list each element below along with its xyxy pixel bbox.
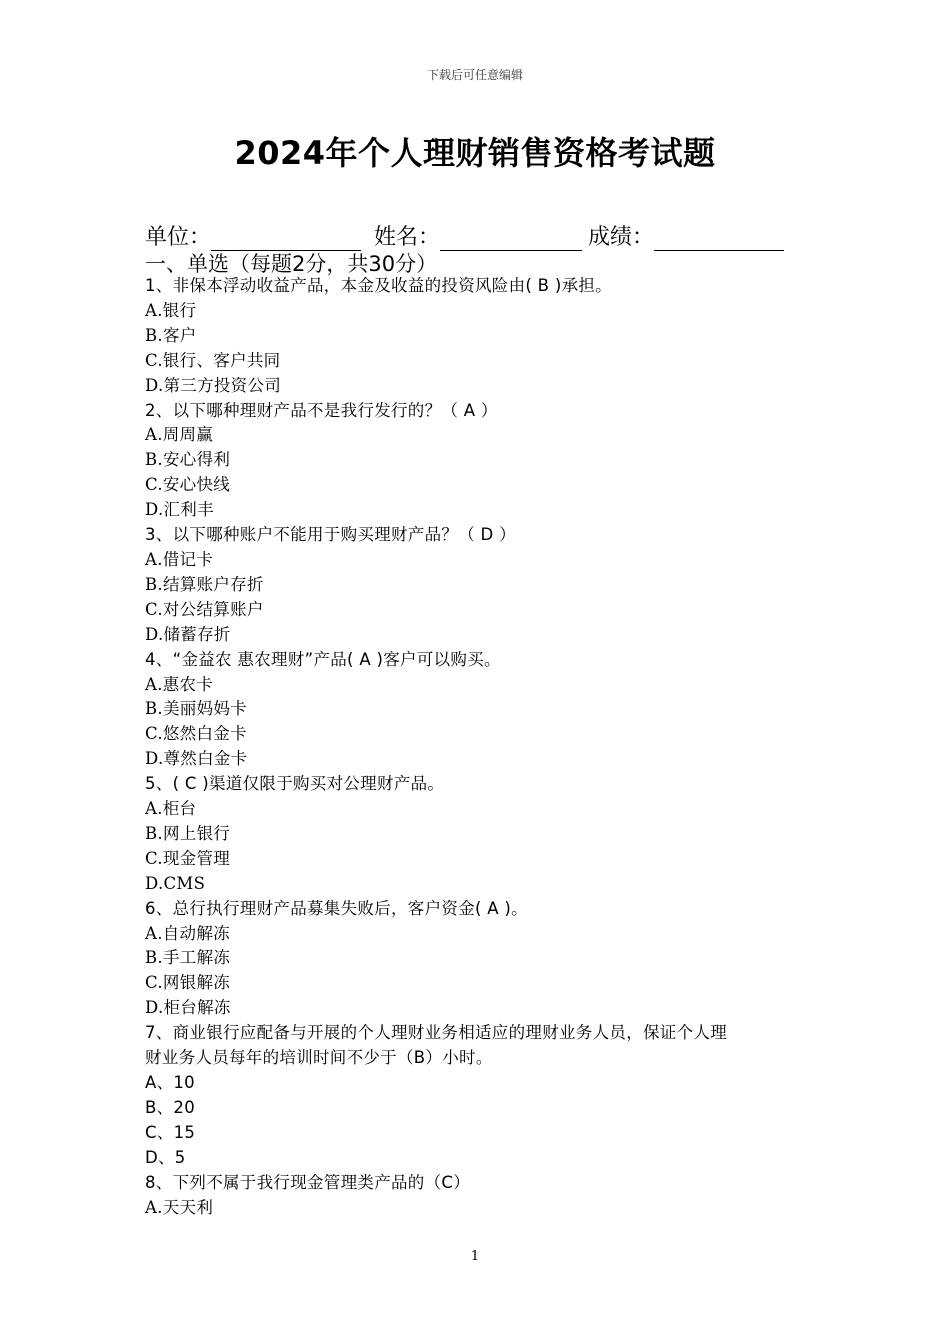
- option-line: C.悠然白金卡: [145, 724, 247, 744]
- option-line: D.储蓄存折: [145, 624, 231, 644]
- name-blank: [440, 224, 582, 251]
- page-number: 1: [470, 1249, 480, 1264]
- header-note: 下载后可任意编辑: [426, 68, 523, 82]
- question-line: B、20: [145, 1097, 196, 1117]
- question-list: [145, 274, 810, 1220]
- question-line: 6、总行执行理财产品募集失败后，客户资金( A )。: [145, 898, 528, 918]
- option-line: A.自动解冻: [145, 923, 230, 943]
- question-line: 5、( C )渠道仅限于购买对公理财产品。: [145, 774, 445, 794]
- unit-blank: [211, 224, 361, 251]
- option-line: A.惠农卡: [145, 674, 214, 694]
- option-line: C.对公结算账户: [145, 599, 264, 619]
- question-line: 财业务人员每年的培训时间不少于（B）小时。: [145, 1048, 493, 1068]
- page-title: 2024年个人理财销售资格考试题: [234, 134, 716, 172]
- question-line: C、15: [145, 1122, 196, 1142]
- option-line: B.网上银行: [145, 823, 231, 843]
- option-line: A.柜台: [145, 799, 197, 819]
- option-line: D.汇利丰: [145, 500, 214, 520]
- score-blank: [654, 224, 784, 251]
- option-line: C.现金管理: [145, 848, 231, 868]
- option-line: A.借记卡: [145, 549, 214, 569]
- question-line: D、5: [145, 1147, 186, 1167]
- question-line: 2、以下哪种理财产品不是我行发行的？（ A ）: [145, 400, 498, 420]
- option-line: C.银行、客户共同: [145, 350, 281, 370]
- question-line: 7、商业银行应配备与开展的个人理财业务相适应的理财业务人员，保证个人理: [145, 1023, 727, 1043]
- option-line: A.周周赢: [145, 425, 214, 445]
- option-line: C.安心快线: [145, 475, 231, 495]
- question-line: 4、“金益农 惠农理财”产品( A )客户可以购买。: [145, 649, 501, 669]
- option-line: A.天天利: [145, 1197, 214, 1217]
- option-line: D.尊然白金卡: [145, 749, 248, 769]
- question-line: 8、下列不属于我行现金管理类产品的（C）: [145, 1172, 471, 1192]
- question-line: 3、以下哪种账户不能用于购买理财产品？（ D ）: [145, 525, 516, 545]
- option-line: B.美丽妈妈卡: [145, 699, 247, 719]
- score-label: 成绩：: [588, 225, 655, 250]
- option-line: B.安心得利: [145, 450, 231, 470]
- option-line: B.结算账户存折: [145, 574, 264, 594]
- question-line: A、10: [145, 1073, 195, 1092]
- name-label: 姓名：: [374, 225, 441, 250]
- option-line: B.手工解冻: [145, 948, 231, 968]
- option-line: C.网银解冻: [145, 973, 231, 993]
- option-line: A.银行: [145, 300, 197, 320]
- section-heading: 一、单选（每题2分，共30分）: [145, 252, 438, 276]
- unit-label: 单位：: [145, 225, 212, 250]
- option-line: D.柜台解冻: [145, 998, 231, 1018]
- option-line: D.第三方投资公司: [145, 375, 282, 395]
- question-line: 1、非保本浮动收益产品，本金及收益的投资风险由( B )承担。: [145, 276, 612, 295]
- option-line: D.CMS: [145, 873, 206, 893]
- option-line: B.客户: [145, 325, 197, 345]
